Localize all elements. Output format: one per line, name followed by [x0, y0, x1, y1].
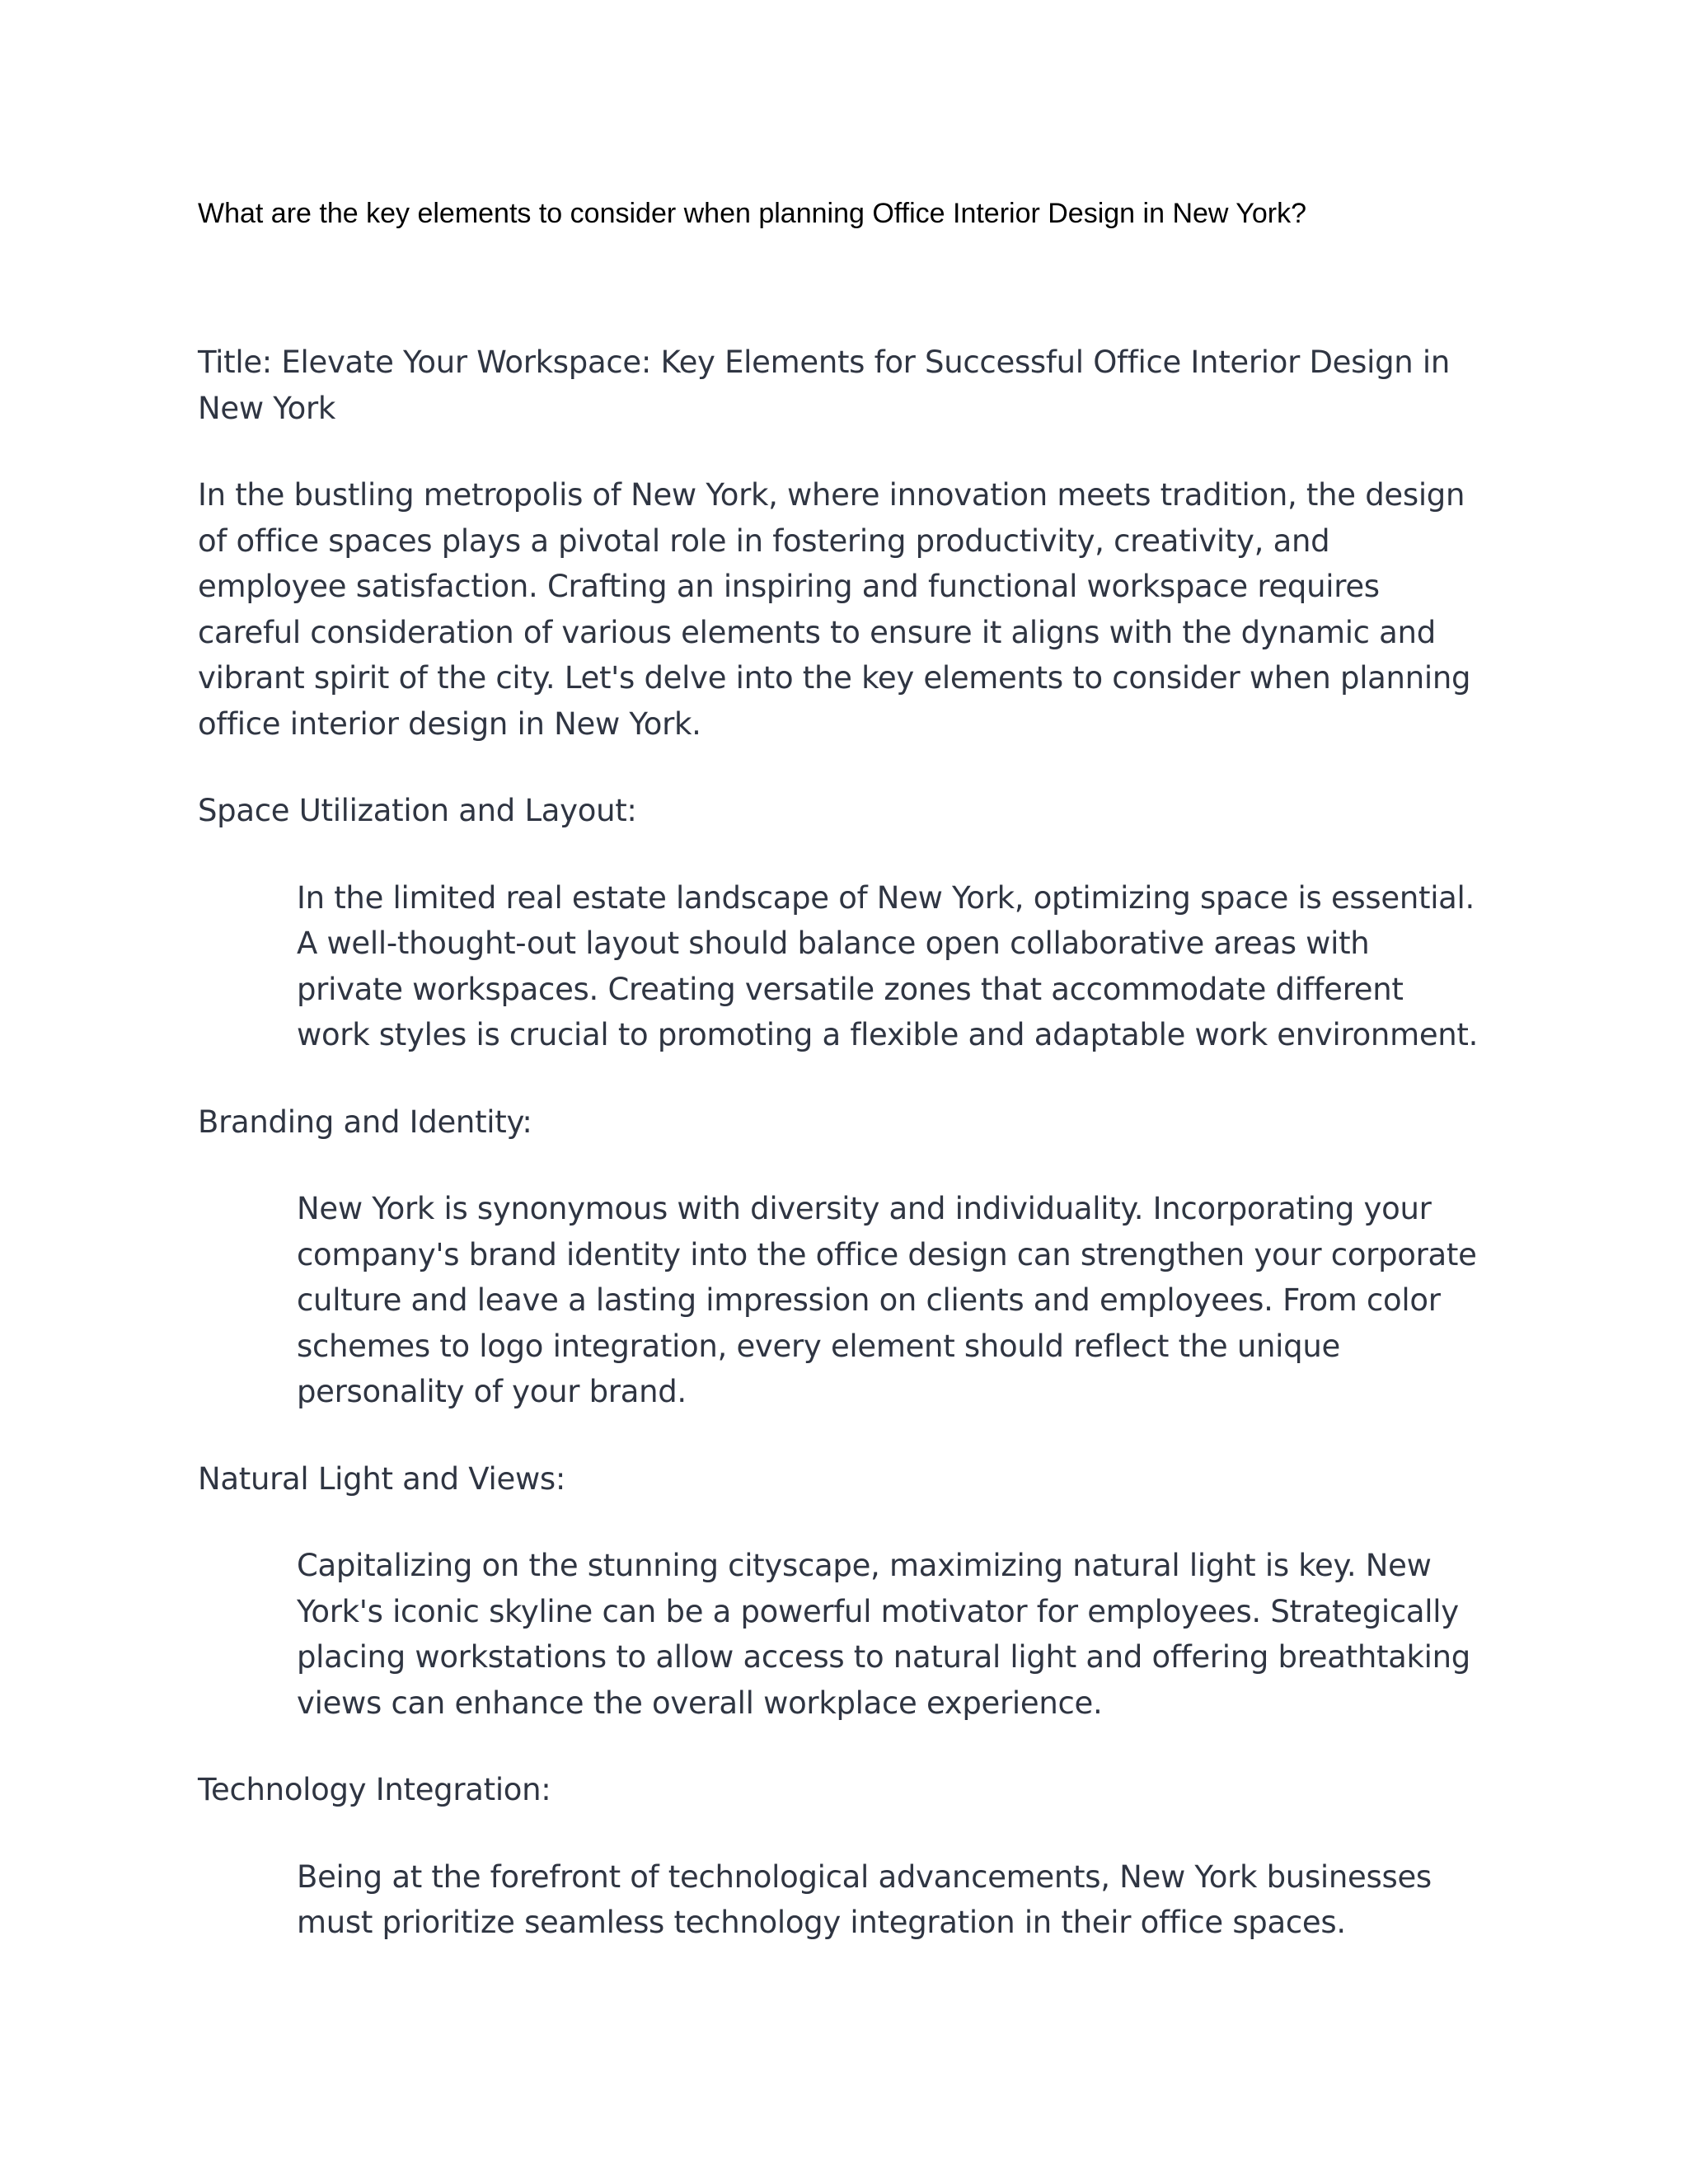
- article-title: Title: Elevate Your Workspace: Key Elements for Successful Office Interior Design in New York: [198, 344, 1451, 426]
- intro-paragraph: In the bustling metropolis of New York, where innovation meets tradition, the design of office spaces plays a pivotal role in fostering productivity, creativity, and employee satisfaction. Crafting an inspiring and functional workspace requires careful consideration of various elements to ensure it aligns with the dynamic and vibrant spirit of the city. Let's delve into the key elements to consider when planning office interior design in New York.: [198, 477, 1471, 742]
- section-body-space-utilization: In the limited real estate landscape of New York, optimizing space is essential. A well-thought-out layout should balance open collaborative areas with private workspaces. Creating versatile zones that accommodate different work styles is crucial to promoting a flexible and adaptable work environment.: [297, 879, 1479, 1052]
- question-heading: What are the key elements to consider when planning Office Interior Design in New York?: [198, 198, 1306, 229]
- section-body-branding: New York is synonymous with diversity and individuality. Incorporating your company's brand identity into the office design can strengthen your corporate culture and leave a lasting impression on clients and employees. From color schemes to logo integration, every element should reflect the unique personality of your brand.: [297, 1191, 1477, 1409]
- section-heading-branding: Branding and Identity:: [198, 1104, 532, 1140]
- article-content: [198, 340, 1484, 1987]
- section-body-technology: Being at the forefront of technological advancements, New York businesses must prioritize seamless technology integration in their office spaces.: [297, 1858, 1432, 1940]
- section-heading-natural-light: Natural Light and Views:: [198, 1460, 566, 1497]
- section-heading-technology: Technology Integration:: [198, 1772, 551, 1807]
- section-body-natural-light: Capitalizing on the stunning cityscape, maximizing natural light is key. New York's iconic skyline can be a powerful motivator for employees. Strategically placing workstations to allow access to natural light and offering breathtaking views can enhance the overall workplace experience.: [297, 1548, 1470, 1721]
- section-heading-space-utilization: Space Utilization and Layout:: [198, 793, 637, 828]
